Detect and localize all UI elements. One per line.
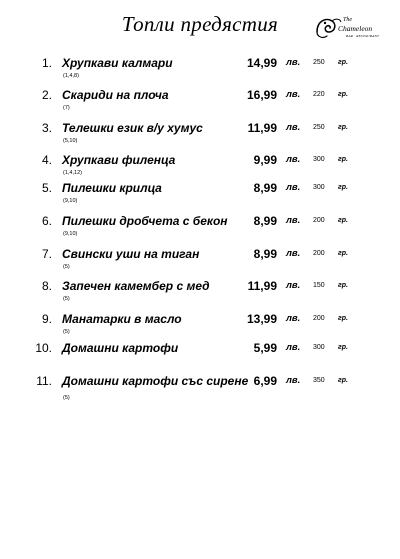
item-weight: 150 bbox=[313, 282, 325, 289]
item-name: Телешки език в/у хумус bbox=[62, 121, 203, 135]
menu-item-8 bbox=[0, 279, 400, 313]
item-currency: лв. bbox=[286, 57, 301, 68]
item-number: 3. bbox=[41, 121, 52, 135]
item-currency: лв. bbox=[286, 154, 301, 165]
item-name: Хрупкави филенца bbox=[62, 153, 176, 167]
item-currency: лв. bbox=[286, 122, 301, 133]
item-number: 2. bbox=[41, 88, 52, 102]
item-weight-unit: гр. bbox=[338, 250, 348, 257]
item-name: Запечен камембер с мед bbox=[62, 279, 210, 293]
logo-text-tagline: BAR · RESTAURANT bbox=[346, 34, 380, 38]
item-price: 8,99 bbox=[253, 181, 277, 195]
item-name: Манатарки в масло bbox=[62, 312, 182, 326]
item-price: 16,99 bbox=[246, 88, 277, 102]
item-weight-unit: гр. bbox=[338, 184, 348, 191]
menu-item-5 bbox=[0, 181, 400, 215]
item-weight-unit: гр. bbox=[338, 156, 348, 163]
logo-text-the: The bbox=[343, 17, 352, 23]
item-weight: 220 bbox=[313, 91, 325, 98]
item-weight: 300 bbox=[313, 156, 325, 163]
item-currency: лв. bbox=[286, 182, 301, 193]
chameleon-logo bbox=[313, 12, 380, 46]
menu-item-1 bbox=[0, 56, 400, 90]
item-allergens: (5) bbox=[63, 395, 70, 401]
item-number: 10. bbox=[35, 341, 52, 355]
menu-item-10 bbox=[0, 341, 400, 375]
menu-item-7 bbox=[0, 247, 400, 281]
item-name: Свински уши на тиган bbox=[62, 247, 200, 261]
item-weight: 200 bbox=[313, 315, 325, 322]
item-number: 6. bbox=[41, 214, 52, 228]
item-weight-unit: гр. bbox=[338, 91, 348, 98]
item-name: Пилешки дробчета с бекон bbox=[62, 214, 228, 228]
item-currency: лв. bbox=[286, 89, 301, 100]
item-allergens: (9,10) bbox=[63, 198, 78, 204]
item-allergens: (5,10) bbox=[63, 138, 78, 144]
item-currency: лв. bbox=[286, 342, 301, 353]
menu-item-6 bbox=[0, 214, 400, 248]
item-weight: 350 bbox=[313, 377, 325, 384]
item-allergens: (5) bbox=[63, 329, 70, 335]
item-weight: 200 bbox=[313, 217, 325, 224]
menu-item-2 bbox=[0, 88, 400, 122]
item-number: 4. bbox=[41, 153, 52, 167]
item-weight-unit: гр. bbox=[338, 217, 348, 224]
item-price: 8,99 bbox=[253, 247, 277, 261]
item-weight-unit: гр. bbox=[338, 59, 348, 66]
item-currency: лв. bbox=[286, 215, 301, 226]
item-price: 11,99 bbox=[247, 121, 277, 135]
item-weight: 300 bbox=[313, 344, 325, 351]
item-weight-unit: гр. bbox=[338, 377, 348, 384]
item-price: 13,99 bbox=[246, 312, 277, 326]
item-number: 7. bbox=[41, 247, 52, 261]
menu-item-11 bbox=[0, 374, 400, 408]
item-allergens: (1,4,8) bbox=[63, 73, 79, 79]
item-weight-unit: гр. bbox=[338, 282, 348, 289]
item-allergens: (1,4,12) bbox=[63, 170, 82, 176]
item-allergens: (5) bbox=[63, 296, 70, 302]
item-currency: лв. bbox=[286, 375, 301, 386]
item-name: Пилешки крилца bbox=[62, 181, 162, 195]
item-weight-unit: гр. bbox=[338, 124, 348, 131]
item-weight-unit: гр. bbox=[338, 315, 348, 322]
item-price: 14,99 bbox=[246, 56, 277, 70]
item-weight: 250 bbox=[313, 59, 325, 66]
item-number: 1. bbox=[41, 56, 52, 70]
item-price: 5,99 bbox=[253, 341, 277, 355]
item-price: 11,99 bbox=[247, 279, 277, 293]
item-number: 5. bbox=[41, 181, 52, 195]
item-price: 9,99 bbox=[253, 153, 277, 167]
menu-item-3 bbox=[0, 121, 400, 155]
item-weight: 200 bbox=[313, 250, 325, 257]
item-allergens: (7) bbox=[63, 105, 70, 111]
item-allergens: (5) bbox=[63, 264, 70, 270]
page-title: Топли предястия bbox=[121, 12, 279, 36]
item-number: 8. bbox=[41, 279, 52, 293]
item-currency: лв. bbox=[286, 248, 301, 259]
item-weight: 300 bbox=[313, 184, 325, 191]
item-name: Скариди на плоча bbox=[62, 88, 169, 102]
item-price: 6,99 bbox=[253, 374, 277, 388]
item-weight-unit: гр. bbox=[338, 344, 348, 351]
item-allergens: (9,10) bbox=[63, 231, 78, 237]
item-weight: 250 bbox=[313, 124, 325, 131]
logo-text-name: Chameleon bbox=[338, 24, 373, 33]
item-price: 8,99 bbox=[253, 214, 277, 228]
item-name: Хрупкави калмари bbox=[62, 56, 173, 70]
item-currency: лв. bbox=[286, 313, 301, 324]
item-name: Домашни картофи със сирене bbox=[62, 374, 249, 388]
item-number: 11. bbox=[36, 374, 52, 388]
item-currency: лв. bbox=[286, 280, 301, 291]
item-number: 9. bbox=[41, 312, 52, 326]
item-name: Домашни картофи bbox=[62, 341, 179, 355]
